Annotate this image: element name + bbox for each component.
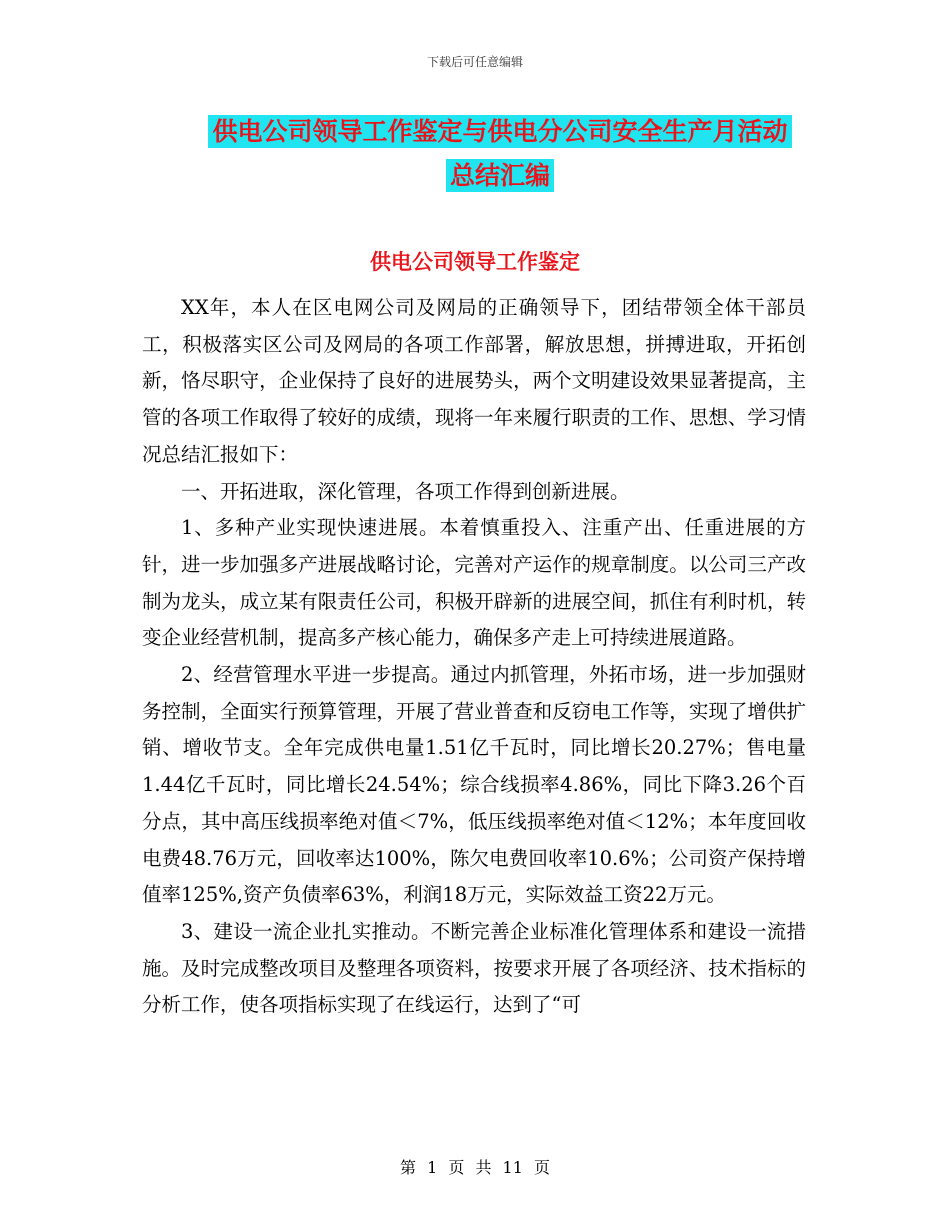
section-title: 供电公司领导工作鉴定	[370, 250, 580, 274]
paragraph-item-2: 2、经营管理水平进一步提高。通过内抓管理，外拓市场，进一步加强财务控制，全面实行预算管理，开展了营业普查和反窃电工作等，实现了增供扩销、增收节支。全年完成供电量1.51亿千瓦时，同比增长20.27%；售电量1.44亿千瓦时，同比增长24.54%；综合线损率4.86%，同比下降3.26个百分点，其中高压线损率绝对值＜7%，低压线损率绝对值＜12%；本年度回收电费48.76万元，回收率达100%，陈欠电费回收率10.6%；公司资产保持增值率125%,资产负债率63%，利润18万元，实际效益工资22万元。	[142, 663, 806, 907]
paragraph-intro: XX年，本人在区电网公司及网局的正确领导下，团结带领全体干部员工，积极落实区公司及网局的各项工作部署，解放思想，拼搏进取，开拓创新，恪尽职守，企业保持了良好的进展势头，两个文明建设效果显著提高，主管的各项工作取得了较好的成绩，现将一年来履行职责的工作、思想、学习情况总结汇报如下：	[142, 296, 806, 466]
document-body	[142, 290, 806, 1024]
page-number-footer: 第 1 页 共 11 页	[400, 1158, 550, 1177]
document-title	[140, 110, 860, 198]
paragraph-item-1: 1、多种产业实现快速进展。本着慎重投入、注重产出、任重进展的方针，进一步加强多产进展战略讨论，完善对产运作的规章制度。以公司三产改制为龙头，成立某有限责任公司，积极开辟新的进展空间，抓住有利时机，转变企业经营机制，提高多产核心能力，确保多产走上可持续进展道路。	[142, 516, 806, 650]
page-header-note: 下载后可任意编辑	[426, 55, 523, 69]
document-title-line1: 供电公司领导工作鉴定与供电分公司安全生产月活动	[208, 115, 791, 148]
document-title-line2: 总结汇编	[446, 159, 554, 192]
paragraph-heading-1: 一、开拓进取，深化管理，各项工作得到创新进展。	[181, 479, 630, 503]
paragraph-item-3: 3、建设一流企业扎实推动。不断完善企业标准化管理体系和建设一流措施。及时完成整改项目及整理各项资料，按要求开展了各项经济、技术指标的分析工作，使各项指标实现了在线运行，达到了“可	[142, 919, 806, 1017]
